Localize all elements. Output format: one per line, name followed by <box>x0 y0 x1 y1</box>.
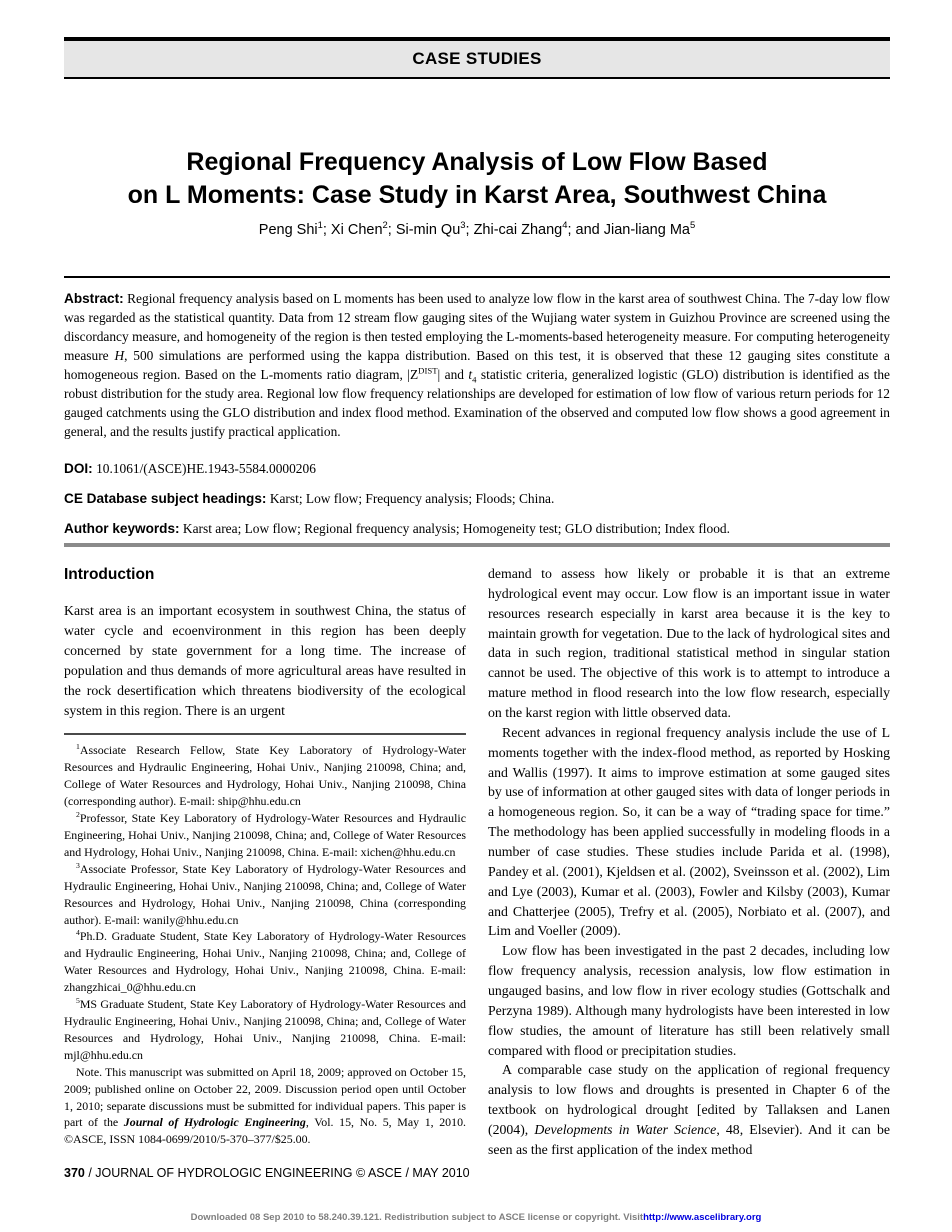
watermark-text: Downloaded 08 Sep 2010 to 58.240.39.121. Redistribution subject to ASCE license or copyright. Visit <box>190 1212 644 1223</box>
doi-line <box>64 461 890 477</box>
page-number: 370 <box>64 1166 85 1180</box>
authors-line: Peng Shi$^1$; Xi Chen$^2$; Si-min Qu$^3$; Zhi-cai Zhang$^4$; and Jian-liang Ma$^5$ <box>258 219 696 238</box>
right-column <box>488 564 890 1160</box>
paper-title <box>64 146 890 211</box>
abstract-body: Regional frequency analysis based on L moments has been used to analyze low flow in the karst area of southwest China. The 7-day low flow was regarded as the statistical quantity. Data from 12 stream flow gauging sites of the Wujiang water system in Guizhou Province are screened using the discordancy measure, and homogeneity of the region is then tested employing the L-moments-based heterogeneity measure. For computing heterogeneity measure H, 500 simulations are performed using the kappa distribution. Based on this test, it is observed that these 12 gauging sites constitute a homogeneous region. Based on the L-moments ratio diagram, $|Z^{DIST}|$ and $t_4$ statistic criteria, generalized logistic (GLO) distribution is identified as the robust distribution for the study area. Regional low flow frequency relationships are developed for estimation of low flow of various return periods for 12 gauged catchments using the GLO distribution and index flood method. Examination of the observed and computed low flow shows a good agreement in general, and the results justify practical application. <box>64 291 890 440</box>
section-divider <box>64 543 890 547</box>
ce-headings-value: Karst; Low flow; Frequency analysis; Floods; China. <box>269 491 555 506</box>
manuscript-note: Note. This manuscript was submitted on April 18, 2009; approved on October 15, 2009; published online on October 22, 2009. Discussion period open until October 1, 2010; separate discussions must be submitted for individual papers. This paper is part of the Journal of Hydrologic Engineering, Vol. 15, No. 5, May 1, 2010. ©ASCE, ISSN 1084-0699/2010/5-370–377/$25.00. <box>64 1064 466 1147</box>
body-paragraph-4: A comparable case study on the application of regional frequency analysis to low flows and droughts is presented in Chapter 6 of the textbook on hydrological drought [edited by Tallaksen and Lanen (2004), Developments in Water Science, 48, Elsevier). And it can be seen as the first application of the index method <box>488 1062 890 1157</box>
ce-headings-label: CE Database subject headings: <box>64 491 267 506</box>
abstract <box>64 289 890 442</box>
author-keywords-value: Karst area; Low flow; Regional frequency analysis; Homogeneity test; GLO distribution; Index flood. <box>182 521 730 536</box>
author-keywords-line <box>64 521 890 537</box>
body-paragraph-3: Low flow has been investigated in the past 2 decades, including low flow frequency analysis, recession analysis, low flow estimation in ungauged basins, and low flow in river ecology studies (Gottschalk and Perzyna 1989). Although many hydrologists have been interested in low flow studies, the amount of literature has still been relatively small compared with flood or precipitation studies. <box>488 943 890 1058</box>
left-column <box>64 564 466 1160</box>
ascelibrary-link[interactable]: http://www.ascelibrary.org <box>643 1212 762 1223</box>
introduction-paragraph: Karst area is an important ecosystem in southwest China, the status of water cycle and ecoenvironment in this region has been deeply concerned by state government for a long time. The increase of population and thus demands of more agricultural areas have resulted in the rock desertification which threatens biodiversity of the ecological system in this region. There is an urgent <box>64 603 466 718</box>
download-watermark <box>0 1212 952 1223</box>
footnote-1: $^1$Associate Research Fellow, State Key Laboratory of Hydrology-Water Resources and Hydraulic Engineering, Hohai Univ., Nanjing 210098, China; and, College of Water Resources and Hydrology, Hohai Univ., Nanjing 210098, China (corresponding author). E-mail: ship@hhu.edu.cn <box>64 742 466 809</box>
author-keywords-label: Author keywords: <box>64 521 180 536</box>
page-footer <box>64 1166 890 1180</box>
footnote-3: $^3$Associate Professor, State Key Laboratory of Hydrology-Water Resources and Hydraulic Engineering, Hohai Univ., Nanjing 210098, China; and, College of Water Resources and Hydrology, Hohai Univ., Nanjing 210098, China (corresponding author). E-mail: wanily@hhu.edu.cn <box>64 860 466 927</box>
footnote-4: $^4$Ph.D. Graduate Student, State Key Laboratory of Hydrology-Water Resources and Hydraulic Engineering, Hohai Univ., Nanjing 210098, China; and, College of Water Resources and Hydrology, Hohai Univ., Nanjing 210098, China. E-mail: zhangzhicai_0@hhu.edu.cn <box>64 928 466 995</box>
banner-title: CASE STUDIES <box>412 49 542 68</box>
abstract-top-rule <box>64 276 890 278</box>
journal-footer-text: / JOURNAL OF HYDROLOGIC ENGINEERING © ASCE / MAY 2010 <box>84 1166 470 1180</box>
footnote-5: $^5$MS Graduate Student, State Key Laboratory of Hydrology-Water Resources and Hydraulic Engineering, Hohai Univ., Nanjing 210098, China; and, College of Water Resources and Hydrology, Hohai Univ., Nanjing 210098, China. E-mail: mjl@hhu.edu.cn <box>64 996 466 1062</box>
footnotes <box>64 742 466 1148</box>
abstract-label: Abstract: <box>64 291 124 306</box>
ce-headings-line <box>64 491 890 507</box>
paper-title-line2: on L Moments: Case Study in Karst Area, Southwest China <box>127 180 827 209</box>
introduction-heading: Introduction <box>64 566 155 583</box>
footnote-2: $^2$Professor, State Key Laboratory of Hydrology-Water Resources and Hydraulic Engineering, Hohai Univ., Nanjing 210098, China; and, College of Water Resources and Hydrology, Hohai Univ., Nanjing 210098, China. E-mail: xichen@hhu.edu.cn <box>64 810 466 859</box>
body-paragraph-2: Recent advances in regional frequency analysis include the use of L moments together with the index-flood method, as reported by Hosking and Wallis (1997). It aims to improve estimation at some gauged sites by use of information at other gauged sites with data of longer periods in a homogeneous region. So, it can be a way of “trading space for time.” The methodology has been applied successfully in modeling floods in a number of case studies. These studies include Parida et al. (1998), Pandey et al. (2001), Kjeldsen et al. (2002), Sveinsson et al. (2002), Lim and Lye (2003), Kumar et al. (2003), Fowler and Kilsby (2003), Kumar and Chatterjee (2005), Trefry et al. (2005), Norbiato et al. (2007), and Lim and Voeller (2009). <box>488 724 890 939</box>
body-paragraph-1: demand to assess how likely or probable it is that an extreme hydrological event may occur. Low flow is an important issue in water resources research especially in karst area because it is the key to maintain growth for vegetation. Due to the lack of hydrological sites and data in such region, traditional statistical method in singular station cannot be used. The objective of this work is to attempt to introduce a mature method in flood research into the low flow research, especially on the karst region with little observed data. <box>488 566 890 721</box>
case-studies-banner <box>64 37 890 79</box>
article-body <box>64 564 890 1160</box>
doi-label: DOI: <box>64 461 93 476</box>
doi-value: 10.1061/(ASCE)HE.1943-5584.0000206 <box>96 461 316 476</box>
paper-title-line1: Regional Frequency Analysis of Low Flow Based <box>186 148 768 176</box>
footnote-divider <box>64 733 466 735</box>
title-block <box>64 146 890 211</box>
